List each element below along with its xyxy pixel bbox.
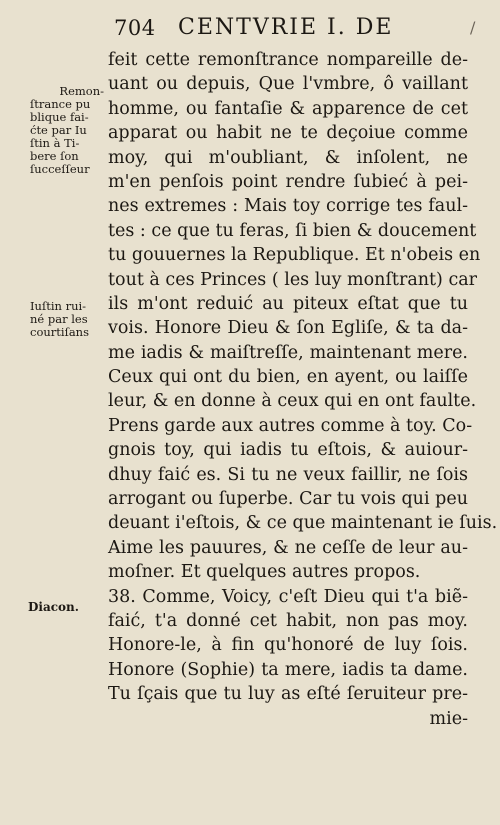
text-line: uant ou depuis, Que l'vmbre, ô vaillant — [108, 74, 468, 95]
text-line: Honore (Sophie) ta mere, iadis ta dame. — [108, 659, 468, 680]
text-line: nes extremes : Mais toy corrige tes faul- — [108, 196, 468, 217]
margin-line: ſtrance pu — [30, 97, 91, 111]
page-number: 704 — [114, 16, 156, 40]
text-line: m'en penſois point rendre ſubieć à pei- — [108, 171, 468, 192]
text-line: me iadis & maiſtreſſe, maintenant mere. — [108, 342, 468, 363]
margin-line: Remon- — [59, 84, 104, 98]
margin-line: courtiſans — [30, 325, 89, 339]
running-title: CENTVRIE I. DE — [178, 15, 394, 40]
catchword: mie- — [429, 708, 468, 729]
text-line: moy, qui m'oubliant, & inſolent, ne — [108, 147, 468, 168]
page-header — [100, 12, 480, 42]
text-line: tu gouuernes la Republique. Et n'obeis en — [108, 245, 481, 266]
text-line: apparat ou habit ne te deçoiue comme — [108, 123, 468, 144]
margin-note-iustin — [30, 300, 104, 339]
text-line: Honore-le, à fin qu'honoré de luy ſois. — [108, 635, 468, 656]
text-line: deuant i'eſtois, & ce que maintenant ie ſuis. — [108, 513, 498, 534]
text-line: tes : ce que tu feras, ſi bien & doucement — [108, 220, 477, 241]
text-line: Aime les pauures, & ne ceſſe de leur au- — [108, 537, 468, 558]
text-line: leur, & en donne à ceux qui en ont faulte. — [108, 391, 477, 412]
text-line: Tu ſçais que tu luy as eſté ſeruiteur pre- — [108, 684, 468, 705]
margin-line: Iuſtin rui- — [30, 299, 87, 313]
corner-mark: / — [470, 18, 476, 37]
body-text — [108, 48, 498, 731]
text-line: homme, ou fantaſie & apparence de cet — [108, 98, 468, 119]
text-line: dhuy faić es. Si tu ne veux faillir, ne ſois — [108, 464, 468, 485]
text-line: vois. Honore Dieu & ſon Egliſe, & ta da- — [108, 318, 468, 339]
margin-line: ſucceſſeur — [30, 162, 90, 176]
text-line: gnois toy, qui iadis tu eſtois, & auiour- — [108, 440, 468, 461]
text-line: faić, t'a donné cet habit, non pas moy. — [108, 610, 468, 631]
text-line: feit cette remonſtrance nompareille de- — [108, 50, 468, 70]
margin-line: blique fai- — [30, 110, 89, 124]
margin-line: bere ſon — [30, 149, 79, 163]
text-line: moſner. Et quelques autres propos. — [108, 562, 421, 583]
margin-line: ſtin à Ti- — [30, 136, 80, 150]
text-line: tout à ces Princes ( les luy monſtrant) car — [108, 269, 478, 290]
margin-line: né par les — [30, 312, 88, 326]
text-line: arrogant ou ſuperbe. Car tu vois qui peu — [108, 489, 468, 510]
margin-line: ćte par Iu — [30, 123, 87, 137]
margin-note-remonstrance — [30, 85, 104, 176]
text-line: Ceux qui ont du bien, en ayent, ou laiſſe — [108, 367, 468, 388]
text-line: ils m'ont reduić au piteux eſtat que tu — [108, 293, 468, 314]
text-line: 38. Comme, Voicy, c'eſt Dieu qui t'a biẽ- — [108, 586, 468, 607]
margin-note-diacon: Diacon. — [28, 600, 79, 614]
text-line: Prens garde aux autres comme à toy. Co- — [108, 415, 473, 436]
